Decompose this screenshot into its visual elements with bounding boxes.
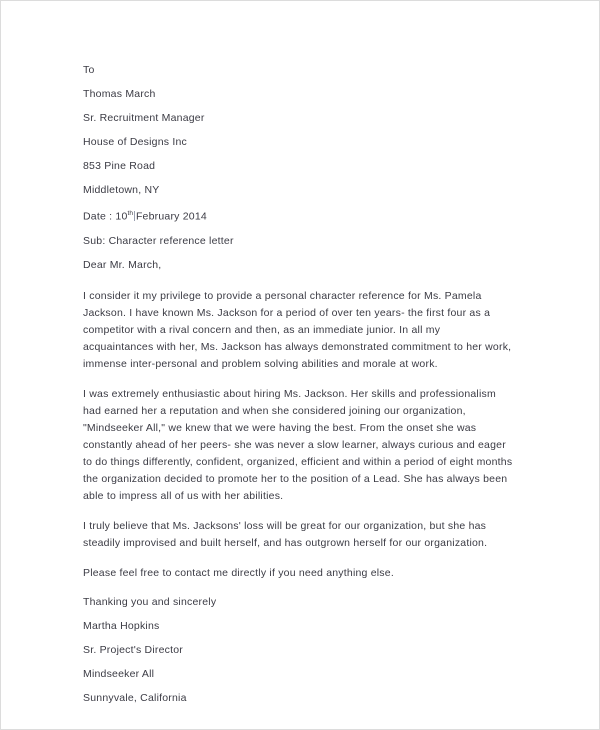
body-paragraph: I was extremely enthusiastic about hiring Ms. Jackson. Her skills and professionalism had earned her a reputation and when she considered joining our organization, "Mindseeker All," we knew that we were having the best. From the onset she was constantly ahead of her peers- she was never a slow learner, always curious and eager to do things differently, confident, organized, efficient and within a period of eight months the organization decided to promote her to the position of a Lead. She has always been able to impress all of us with her abilities. (83, 387, 513, 502)
recipient-company: House of Designs Inc (83, 136, 188, 148)
signature-block (83, 595, 513, 705)
recipient-title: Sr. Recruitment Manager (83, 112, 205, 124)
body-paragraph: I consider it my privilege to provide a personal character reference for Ms. Pamela Jackson. I have known Ms. Jackson for a period of over ten years- the first four as a competitor with a rival concern and then, as an immediate junior. In all my acquaintances with her, Ms. Jackson has always demonstrated commitment to her work, immense inter-personal and problem solving abilities and morale at work. (83, 289, 512, 370)
letter-salutation: Dear Mr. March, (83, 258, 162, 271)
recipient-city-state: Middletown, NY (83, 184, 160, 196)
recipient-street: 853 Pine Road (83, 160, 156, 172)
sender-title: Sr. Project's Director (83, 643, 183, 656)
closing-sign-off: Thanking you and sincerely (83, 595, 217, 608)
letter-subject: Sub: Character reference letter (83, 234, 234, 247)
text-cursor-icon (134, 211, 135, 221)
recipient-to-label: To (83, 64, 95, 76)
letter-date (83, 207, 513, 224)
sender-company: Mindseeker All (83, 667, 155, 680)
letter-body (83, 63, 513, 715)
date-rest: February 2014 (135, 210, 207, 223)
body-paragraph: Please feel free to contact me directly if you need anything else. (83, 566, 394, 579)
date-ordinal-suffix: th (127, 210, 133, 217)
body-paragraph: I truly believe that Ms. Jacksons' loss will be great for our organization, but she has steadily improvised and built herself, and has outgrown herself for our organization. (83, 519, 488, 549)
date-prefix: Date : 10 (83, 210, 128, 223)
sender-name: Martha Hopkins (83, 619, 160, 632)
recipient-name: Thomas March (83, 88, 156, 100)
sender-location: Sunnyvale, California (83, 691, 187, 704)
